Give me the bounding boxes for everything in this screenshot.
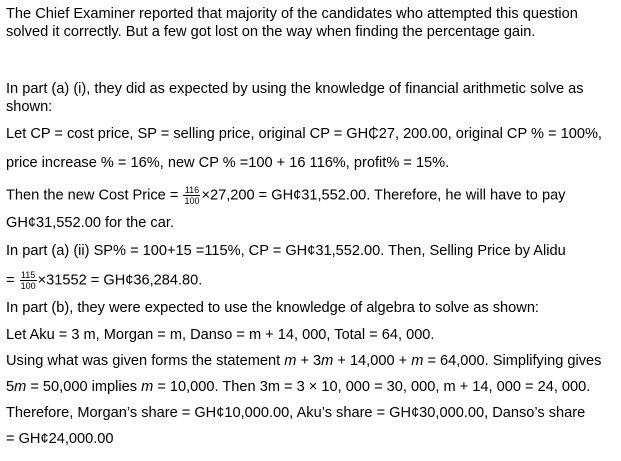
- math-variable: m: [14, 379, 27, 395]
- fraction-numerator: 116: [184, 185, 200, 195]
- part-a-i-line-5-post: ×27,200 = GH¢31,552.00. Therefore, he will have to pay: [201, 187, 566, 204]
- part-a-ii-line-2-pre: =: [6, 272, 19, 289]
- fraction-denominator: 100: [184, 196, 200, 206]
- intro-line-2: solved it correctly. But a few got lost on the way when finding the percentage gain.: [6, 24, 536, 40]
- part-a-i-line-1: In part (a) (i), they did as expected by using the knowledge of financial arithmetic solve as: [6, 81, 584, 97]
- fraction-115-100: [20, 270, 37, 291]
- math-variable: m: [411, 353, 424, 369]
- text-segment: = 10,000. Then 3m = 3 × 10, 000 = 30, 000, m + 14, 000 = 24, 000.: [153, 379, 591, 395]
- part-b-line-5: Therefore, Morgan’s share = GH¢10,000.00, Aku’s share = GH¢30,000.00, Danso’s share: [6, 405, 586, 421]
- part-b-line-2: Let Aku = 3 m, Morgan = m, Danso = m + 14, 000, Total = 64, 000.: [6, 327, 435, 343]
- part-a-i-line-3: Let CP = cost price, SP = selling price, original CP = GH₵27, 200.00, original CP % = 100%,: [6, 126, 602, 142]
- part-a-ii-line-1: In part (a) (ii) SP% = 100+15 =115%, CP = GH¢31,552.00. Then, Selling Price by Alidu: [6, 243, 566, 259]
- part-a-i-line-4: price increase % = 16%, new CP % =100 + 16 116%, profit% = 15%.: [6, 155, 450, 171]
- math-variable: m: [141, 379, 154, 395]
- text-segment: 5: [6, 379, 15, 395]
- fraction-116-100: [183, 185, 200, 206]
- intro-line-1: The Chief Examiner reported that majority of the candidates who attempted this question: [6, 6, 578, 22]
- text-segment: Using what was given forms the statement: [6, 353, 285, 369]
- part-b-line-3: [6, 352, 601, 370]
- text-segment: + 14,000 +: [333, 353, 412, 369]
- part-b-line-1: In part (b), they were expected to use the knowledge of algebra to solve as shown:: [6, 300, 539, 316]
- part-a-i-line-2: shown:: [6, 99, 53, 115]
- fraction-numerator: 115: [20, 270, 36, 280]
- part-a-ii-line-2: [6, 270, 202, 291]
- part-a-i-line-6: GH¢31,552.00 for the car.: [6, 215, 174, 231]
- text-segment: = 64,000. Simplifying gives: [423, 353, 602, 369]
- text-segment: = 50,000 implies: [26, 379, 142, 395]
- part-b-line-4: [6, 378, 590, 396]
- part-a-ii-line-2-post: ×31552 = GH¢36,284.80.: [37, 272, 203, 289]
- part-b-line-6: = GH¢24,000.00: [6, 431, 114, 447]
- fraction-denominator: 100: [20, 281, 36, 291]
- part-a-i-line-5: [6, 185, 565, 206]
- text-segment: + 3: [296, 353, 322, 369]
- math-variable: m: [321, 353, 334, 369]
- part-a-i-line-5-pre: Then the new Cost Price =: [6, 187, 183, 204]
- math-variable: m: [284, 353, 297, 369]
